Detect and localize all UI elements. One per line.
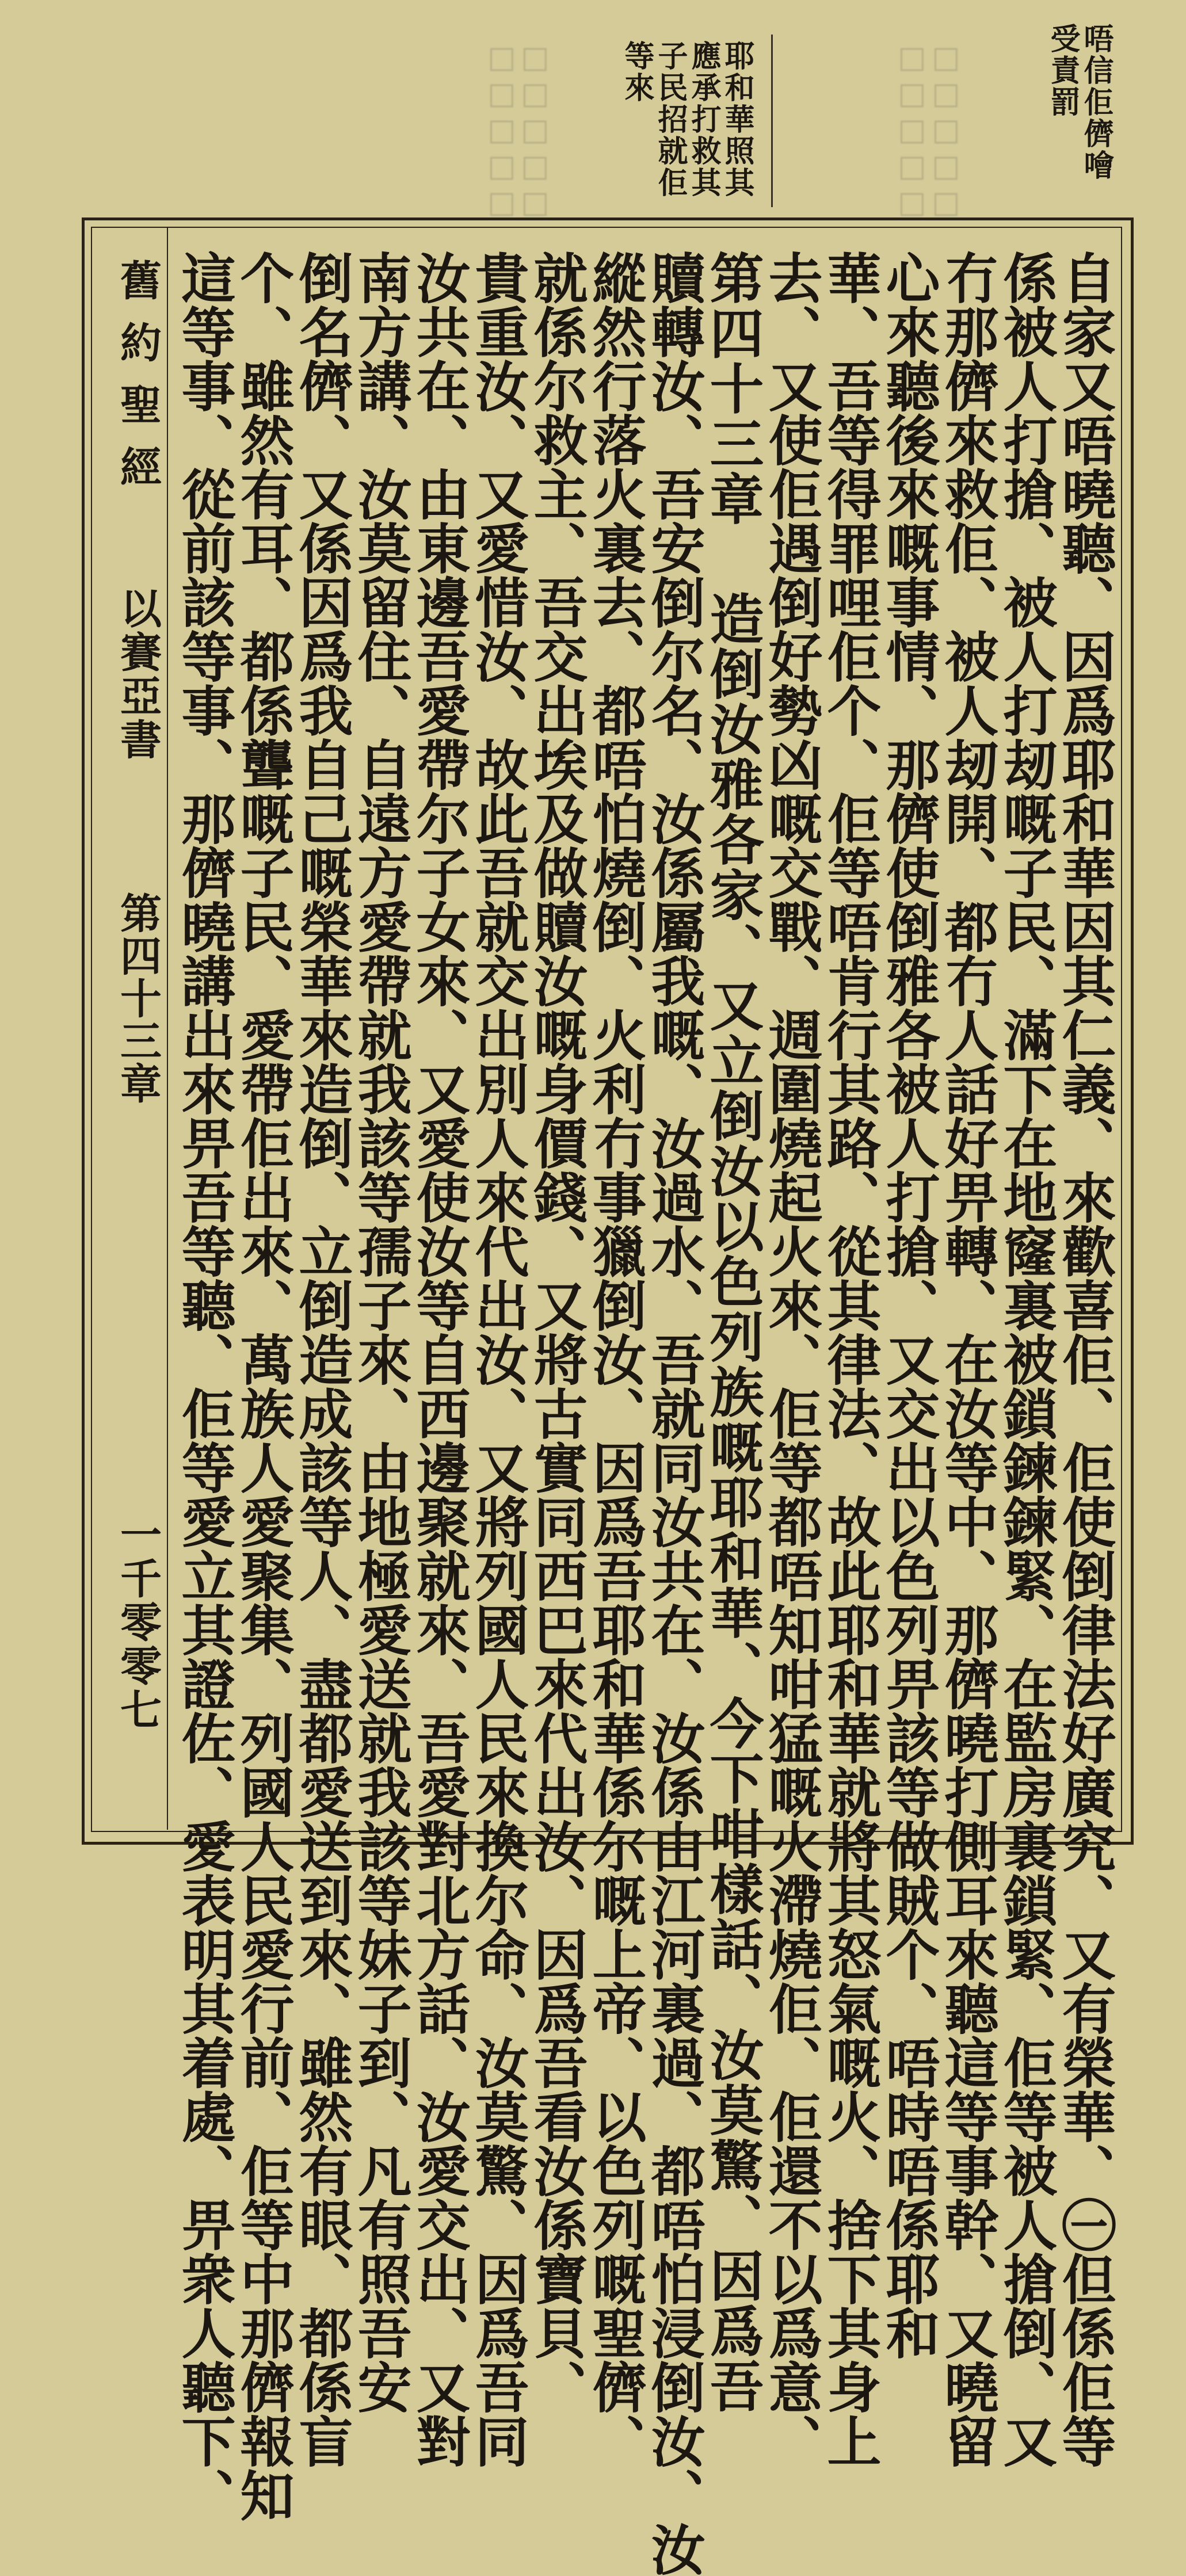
text-column: 就係尔救主、吾交出埃及做贖汝嘅身價錢、又將古實同西巴來代出汝、因爲吾看汝係寶貝、 <box>524 250 588 2414</box>
text-column: 心來聽後來嘅事情、那儕使倒雅各被人打搶、又交出以色列畀該等做賊个、唔時唔係耶和 <box>876 250 940 2360</box>
text-column: 南方講、汝莫留住、自遠方愛帶就我該等孺子來、由地極愛送就我該等妹子到、凡有照吾安 <box>348 250 411 2414</box>
margin-note-divider <box>771 35 773 207</box>
chapter-heading-column: 第四十三章 造倒汝雅各家、又立倒汝以色列族嘅耶和華、今下咁樣話、汝莫驚、因爲吾 <box>700 250 764 2414</box>
margin-note-right-1: 唔信佢儕噲 <box>1078 23 1113 181</box>
body-text <box>172 250 1116 2576</box>
text-column: 縱然行落火裏去、都唔怕燒倒、火利冇事獵倒汝、因爲吾耶和華係尔嘅上帝、以色列嘅聖儕、 <box>583 250 646 2468</box>
text-column: 去、又使佢遇倒好勢凶嘅交戰、週圍燒起火來、佢等都唔知咁猛嘅火滯燒佢、佢還不以爲意、 <box>759 250 822 2468</box>
text-column: 冇那儕來救佢、被人刼開、都冇人話好畀轉、在汝等中、那儕曉打側耳來聽這等事幹、又曉留 <box>935 250 998 2468</box>
book-title: 舊約聖經 <box>113 259 162 507</box>
margin-note-faint-4: □□□□□ <box>485 40 519 222</box>
margin-note-left-2: 應承打救其 <box>686 40 721 199</box>
margin-note-faint-2: □□□□□ <box>895 40 929 222</box>
margin-note-faint-3: □□□□□ <box>518 40 552 222</box>
margin-note-left-1: 耶和華照其 <box>719 40 754 199</box>
page-number: 一千零零七 <box>113 1513 162 1732</box>
text-column: 係被人打搶、被人打刼嘅子民、滿下在地窿裏被鎖鍊鍊緊、在監房裏鎖緊、佢等被人搶倒、又 <box>994 250 1057 2468</box>
text-column: 這等事、從前該等事、那儕曉講出來畀吾等聽、佢等愛立其證佐、愛表明其着處、畀衆人聽下、 <box>172 250 235 2522</box>
text-column: 自家又唔曉聽、因爲耶和華因其仁義、來歡喜佢、佢使倒律法好廣究、又有榮華、㊀但係佢等 <box>1052 250 1116 2468</box>
text-column: 汝共在、由東邊吾愛帶尔子女來、又愛使汝等自西邊聚就來、吾愛對北方話、汝愛交出、又對 <box>407 250 470 2468</box>
text-column: 貴重汝、又愛惜汝、故此吾就交出別人來代出汝、又將列國人民來換尔命、汝莫驚、因爲吾同 <box>466 250 529 2468</box>
text-column: 个、雖然有耳、都係聾嘅子民、愛帶佢出來、萬族人愛聚集、列國人民愛行前、佢等中那儕報知 <box>231 250 294 2522</box>
chapter-label: 第四十三章 <box>113 892 162 1105</box>
book-name: 以賽亞書 <box>113 587 162 762</box>
text-column: 倒名儕、又係因爲我自己嘅榮華來造倒、立倒造成該等人、盡都愛送到來、雖然有眼、都係盲 <box>289 250 353 2468</box>
text-column: 華、吾等得罪哩佢个、佢等唔肯行其路、從其律法、故此耶和華就將其怒氣嘅火、捨下其身上 <box>818 250 881 2468</box>
running-header <box>101 253 162 1807</box>
text-column: 贖轉汝、吾安倒尔名、汝係屬我嘅、汝過水、吾就同汝共在、汝係由江河裏過、都唔怕浸倒汝、汝 <box>642 250 705 2576</box>
margin-note-right-2: 受責罰 <box>1045 23 1080 118</box>
margin-note-left-4: 等來 <box>619 40 654 104</box>
margin-note-left-3: 子民招就佢 <box>653 40 688 199</box>
margin-note-faint-1: □□□□□ <box>929 40 963 222</box>
